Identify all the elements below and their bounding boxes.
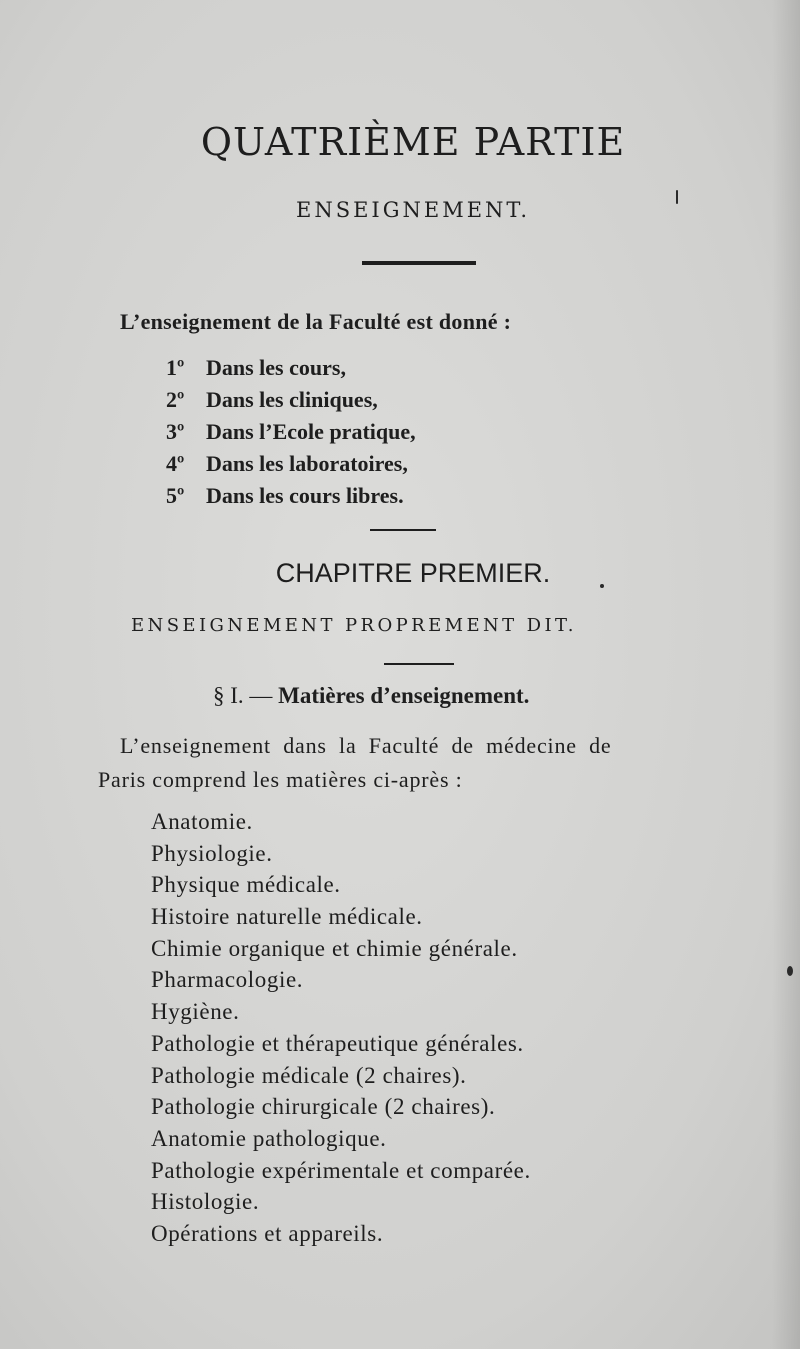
list-item: Pathologie et thérapeutique générales. <box>151 1030 524 1056</box>
list-item-number: 2º <box>166 387 185 412</box>
list-item-text: Dans les laboratoires, <box>206 451 408 476</box>
list-item: Anatomie. <box>151 809 253 834</box>
list-item: Histoire naturelle médicale. <box>151 904 423 930</box>
list-item: Pathologie expérimentale et comparée. <box>151 1157 531 1183</box>
list-item <box>166 416 416 448</box>
paragraph-title: Matières d’enseignement. <box>278 683 530 708</box>
teaching-modes-list <box>166 352 416 512</box>
list-item: Chimie organique et chimie générale. <box>151 935 518 961</box>
list-item-number: 5º <box>166 483 185 508</box>
divider-rule-3 <box>384 663 454 665</box>
list-item <box>166 480 416 512</box>
divider-rule-1 <box>362 261 476 265</box>
list-item-number: 1º <box>166 355 185 380</box>
list-item-text: Dans les cours, <box>206 355 346 380</box>
list-item <box>166 448 416 480</box>
list-item: Pathologie médicale (2 chaires). <box>151 1062 467 1088</box>
list-item: Hygiène. <box>151 999 240 1025</box>
list-item-text: Dans les cliniques, <box>206 387 378 412</box>
list-item: Physiologie. <box>151 840 273 866</box>
body-text-line-1: L’enseignement dans la Faculté de médecine de <box>120 733 612 758</box>
intro-sentence: L’enseignement de la Faculté est donné : <box>120 309 512 334</box>
list-item: Histologie. <box>151 1189 260 1215</box>
chapter-subtitle: ENSEIGNEMENT PROPREMENT DIT. <box>131 615 577 636</box>
paper-speck <box>676 190 678 204</box>
paragraph-number: § I. — <box>213 683 273 708</box>
subjects-list <box>151 806 531 1250</box>
section-title: ENSEIGNEMENT. <box>296 198 530 222</box>
list-item-number: 3º <box>166 419 185 444</box>
part-title: QUATRIÈME PARTIE <box>200 120 626 164</box>
list-item: Pathologie chirurgicale (2 chaires). <box>151 1094 496 1120</box>
chapter-title: CHAPITRE PREMIER. <box>275 558 551 588</box>
list-item <box>166 352 416 384</box>
list-item <box>166 384 416 416</box>
list-item-text: Dans les cours libres. <box>206 483 404 508</box>
paper-speck <box>600 584 604 588</box>
body-text-line-2: Paris comprend les matières ci-après : <box>98 767 463 792</box>
paragraph-heading <box>213 683 529 709</box>
paper-speck <box>787 966 793 976</box>
list-item: Pharmacologie. <box>151 967 304 993</box>
list-item-text: Dans l’Ecole pratique, <box>206 419 416 444</box>
list-item: Opérations et appareils. <box>151 1220 384 1246</box>
list-item-number: 4º <box>166 451 185 476</box>
divider-rule-2 <box>370 529 436 531</box>
list-item: Physique médicale. <box>151 872 341 898</box>
list-item: Anatomie pathologique. <box>151 1125 387 1151</box>
